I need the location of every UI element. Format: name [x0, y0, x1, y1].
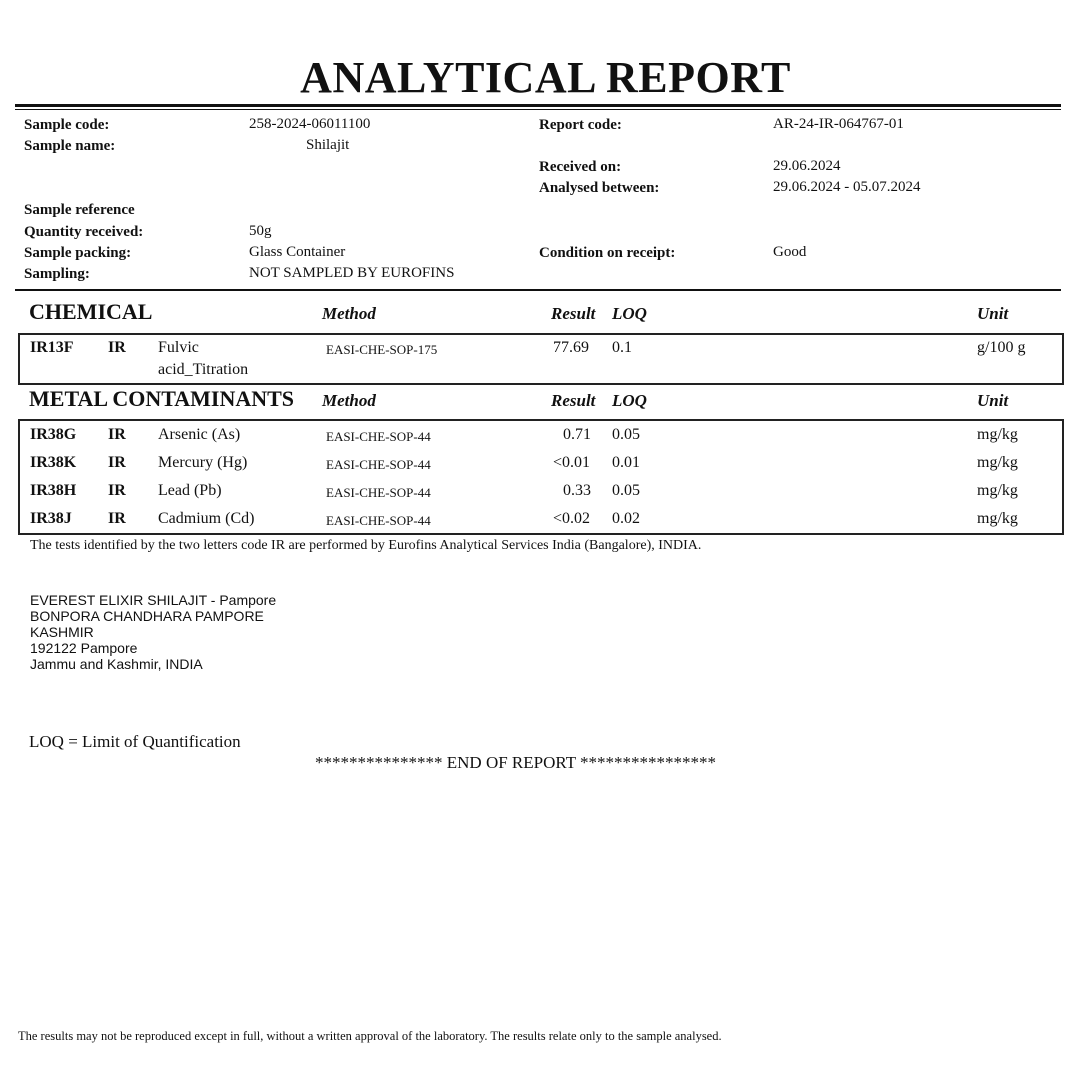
quantity-received-value: 50g	[249, 223, 272, 239]
method-code: EASI-CHE-SOP-44	[326, 485, 431, 500]
test-code: IR38K	[30, 454, 77, 471]
address-line: Jammu and Kashmir, INDIA	[30, 656, 203, 672]
sample-reference-label: Sample reference	[24, 202, 135, 218]
result-value: 77.69	[553, 339, 589, 356]
parameter-name: Fulvic	[158, 339, 199, 356]
address-line: EVEREST ELIXIR SHILAJIT - Pampore	[30, 592, 277, 608]
loq-definition: LOQ = Limit of Quantification	[29, 732, 241, 751]
lab-code: IR	[108, 510, 126, 527]
sample-name-label: Sample name:	[24, 138, 116, 154]
loq-value: 0.1	[612, 339, 632, 356]
title-rule-thin	[15, 109, 1061, 110]
quantity-received-label: Quantity received:	[24, 224, 144, 240]
chemical-loq-header: LOQ	[612, 304, 647, 323]
result-value: <0.02	[553, 510, 591, 527]
metals-section-title: METAL CONTAMINANTS	[29, 386, 295, 411]
received-on-label: Received on:	[539, 159, 622, 175]
sample-packing-label: Sample packing:	[24, 245, 132, 261]
footer-disclaimer: The results may not be reproduced except in full, without a written approval of the laboratory. The results relate only to the sample analysed.	[18, 1029, 722, 1043]
method-code: EASI-CHE-SOP-44	[326, 429, 431, 444]
chemical-method-header: Method	[322, 304, 376, 323]
loq-value: 0.01	[612, 454, 640, 471]
analysed-between-label: Analysed between:	[539, 180, 660, 196]
condition-value: Good	[773, 244, 807, 260]
metals-loq-header: LOQ	[612, 391, 647, 410]
parameter-name-cont: acid_Titration	[158, 361, 249, 378]
test-code: IR38G	[30, 426, 77, 443]
title-rule-thick	[15, 104, 1061, 107]
condition-label: Condition on receipt:	[539, 245, 676, 261]
info-bottom-rule	[15, 289, 1061, 291]
parameter-name: Cadmium (Cd)	[158, 510, 255, 527]
chemical-result-header: Result	[551, 304, 596, 323]
address-line: 192122 Pampore	[30, 640, 138, 656]
unit-value: mg/kg	[977, 482, 1018, 499]
sample-code-label: Sample code:	[24, 117, 110, 133]
parameter-name: Mercury (Hg)	[158, 454, 248, 471]
parameter-name: Arsenic (As)	[158, 426, 241, 443]
metals-method-header: Method	[322, 391, 376, 410]
end-of-report: *************** END OF REPORT ****************	[315, 753, 717, 772]
result-value: 0.33	[563, 482, 591, 499]
result-value: <0.01	[553, 454, 591, 471]
sampling-value: NOT SAMPLED BY EUROFINS	[249, 265, 455, 281]
loq-value: 0.02	[612, 510, 640, 527]
analysed-between-value: 29.06.2024 - 05.07.2024	[773, 179, 921, 195]
method-code: EASI-CHE-SOP-175	[326, 342, 438, 357]
ir-note: The tests identified by the two letters code IR are performed by Eurofins Analytical Services India (Bangalore), INDIA.	[30, 538, 702, 553]
lab-code: IR	[108, 482, 126, 499]
unit-value: mg/kg	[977, 426, 1018, 443]
sampling-label: Sampling:	[24, 266, 90, 282]
metals-unit-header: Unit	[977, 391, 1009, 410]
unit-value: mg/kg	[977, 454, 1018, 471]
chemical-section-title: CHEMICAL	[29, 299, 153, 324]
lab-code: IR	[108, 426, 126, 443]
chemical-unit-header: Unit	[977, 304, 1009, 323]
report-code-label: Report code:	[539, 117, 622, 133]
test-code: IR13F	[30, 339, 74, 356]
address-line: BONPORA CHANDHARA PAMPORE	[30, 608, 264, 624]
test-code: IR38J	[30, 510, 72, 527]
customer-address	[30, 592, 276, 672]
lab-code: IR	[108, 339, 126, 356]
report-title: ANALYTICAL REPORT	[300, 53, 791, 102]
lab-code: IR	[108, 454, 126, 471]
received-on-value: 29.06.2024	[773, 158, 841, 174]
method-code: EASI-CHE-SOP-44	[326, 457, 431, 472]
loq-value: 0.05	[612, 482, 640, 499]
parameter-name: Lead (Pb)	[158, 482, 222, 499]
metals-result-header: Result	[551, 391, 596, 410]
unit-value: mg/kg	[977, 510, 1018, 527]
method-code: EASI-CHE-SOP-44	[326, 513, 431, 528]
sample-code-value: 258-2024-06011100	[249, 116, 371, 132]
result-value: 0.71	[563, 426, 591, 443]
unit-value: g/100 g	[977, 339, 1026, 356]
address-line: KASHMIR	[30, 624, 94, 640]
report-code-value: AR-24-IR-064767-01	[773, 116, 904, 132]
sample-packing-value: Glass Container	[249, 244, 346, 260]
loq-value: 0.05	[612, 426, 640, 443]
sample-name-value: Shilajit	[306, 137, 350, 153]
test-code: IR38H	[30, 482, 77, 499]
